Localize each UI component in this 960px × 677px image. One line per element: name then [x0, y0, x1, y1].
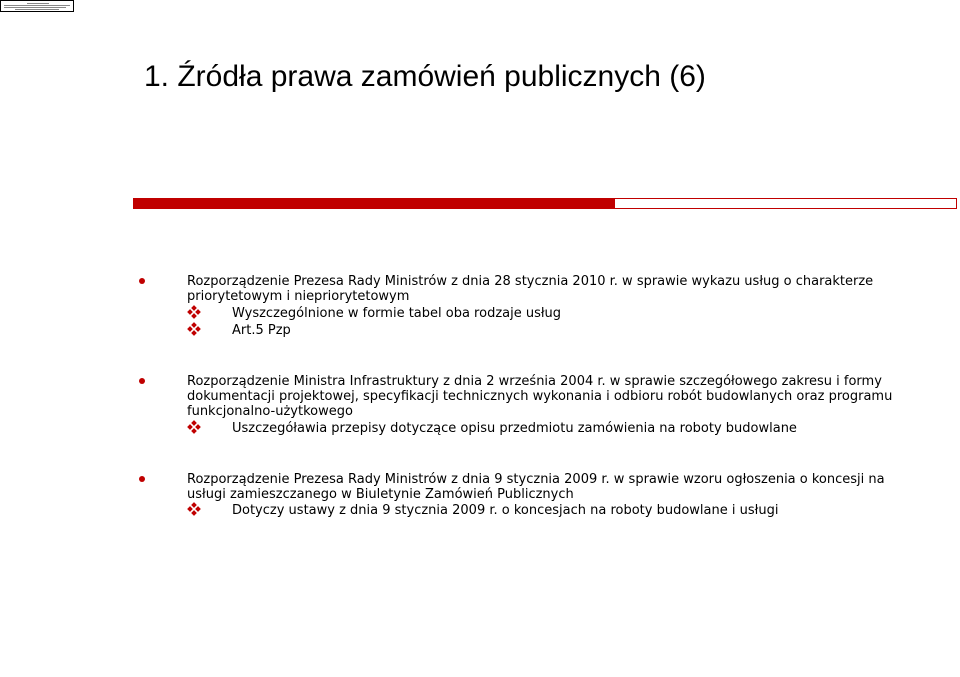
sub-item-3-1	[232, 503, 932, 518]
bullet-text: Rozporządzenie Prezesa Rady Ministrów z dnia 28 stycznia 2010 r. w sprawie wykazu usług o charakterze priorytetowym i niepriorytetowym	[187, 274, 874, 304]
diamond-bullet-icon	[188, 306, 200, 318]
sub-item-text: Dotyczy ustawy z dnia 9 stycznia 2009 r. o koncesjach na roboty budowlane i usługi	[232, 503, 779, 518]
round-bullet-icon	[139, 476, 145, 482]
diamond-bullet-icon	[188, 503, 200, 515]
slide-title: 1. Źródła prawa zamówień publicznych (6)	[144, 60, 706, 93]
sub-item-1-2	[232, 323, 932, 338]
sub-item-text: Art.5 Pzp	[232, 323, 291, 338]
sub-item-text: Wyszczególnione w formie tabel oba rodzaje usług	[232, 306, 562, 321]
bullet-item-2	[187, 374, 927, 419]
round-bullet-icon	[139, 378, 145, 384]
bullet-text: Rozporządzenie Ministra Infrastruktury z dnia 2 września 2004 r. w sprawie szczegółowego zakresu i formy dokumentacji projektowej, specyfikacji technicznych wykonania i odbioru robót budowlanych oraz programu funkcjonalno-użytkowego	[187, 374, 893, 419]
diamond-bullet-icon	[188, 421, 200, 433]
round-bullet-icon	[139, 278, 145, 284]
bullet-item-3	[187, 472, 927, 502]
sub-item-text: Uszczegóławia przepisy dotyczące opisu przedmiotu zamówienia na roboty budowlane	[232, 421, 797, 436]
bullet-text: Rozporządzenie Prezesa Rady Ministrów z dnia 9 stycznia 2009 r. w sprawie wzoru ogłoszenia o koncesji na usługi zamieszczanego w Biuletynie Zamówień Publicznych	[187, 472, 885, 502]
sub-item-2-1	[232, 421, 932, 436]
sub-item-1-1	[232, 306, 932, 321]
bullet-item-1	[187, 274, 927, 304]
diamond-bullet-icon	[188, 323, 200, 335]
